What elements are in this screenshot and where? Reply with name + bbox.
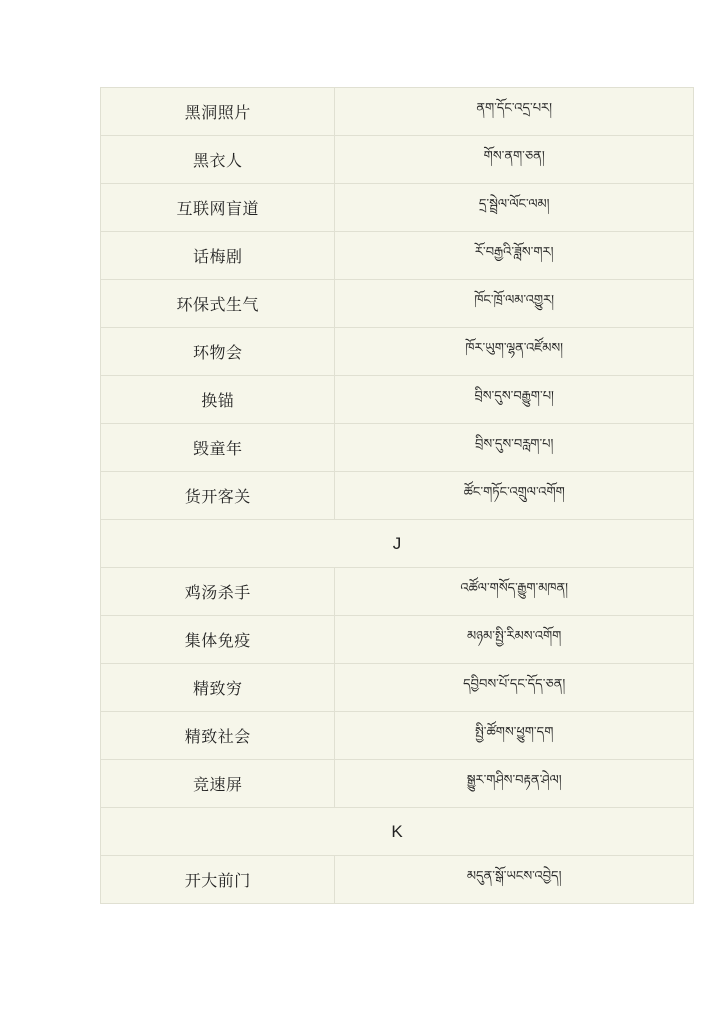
table-row <box>101 376 694 424</box>
table-row <box>101 664 694 712</box>
section-letter-row <box>101 808 694 856</box>
table-row <box>101 328 694 376</box>
glossary-body <box>101 88 694 904</box>
table-row <box>101 712 694 760</box>
chinese-term: 环物会 <box>101 328 335 376</box>
section-letter: K <box>101 808 694 856</box>
chinese-term: 黑衣人 <box>101 136 335 184</box>
chinese-term: 互联网盲道 <box>101 184 335 232</box>
chinese-term: 话梅剧 <box>101 232 335 280</box>
chinese-term: 换锚 <box>101 376 335 424</box>
section-letter-row <box>101 520 694 568</box>
table-row <box>101 88 694 136</box>
chinese-term: 竞速屏 <box>101 760 335 808</box>
tibetan-term: འཚོལ་གསོད་རྒྱུག་མཁན། <box>335 568 694 616</box>
table-row <box>101 136 694 184</box>
table-row <box>101 616 694 664</box>
tibetan-term: ཁོར་ཡུག་ལྷན་འཛོམས། <box>335 328 694 376</box>
tibetan-term: དྲ་སྦྲེལ་ལོང་ལམ། <box>335 184 694 232</box>
table-row <box>101 424 694 472</box>
table-row <box>101 184 694 232</box>
tibetan-term: དབྱིབས་པོ་དང་དོད་ཅན། <box>335 664 694 712</box>
chinese-term: 货开客关 <box>101 472 335 520</box>
tibetan-term: བྲིས་དུས་བརླག་པ། <box>335 424 694 472</box>
table-row <box>101 232 694 280</box>
tibetan-term: མཉམ་སྤྱི་རིམས་འགོག <box>335 616 694 664</box>
tibetan-term: ནག་དོང་འདྲ་པར། <box>335 88 694 136</box>
table-row <box>101 568 694 616</box>
tibetan-term: བྲིས་དུས་བརྒྱུག་པ། <box>335 376 694 424</box>
tibetan-term: སྤྱི་ཚོགས་ཕྱུག་དག <box>335 712 694 760</box>
tibetan-term: སྒྱུར་གཤིས་བརྟན་ཤེལ། <box>335 760 694 808</box>
chinese-term: 精致穷 <box>101 664 335 712</box>
table-row <box>101 280 694 328</box>
section-letter: J <box>101 520 694 568</box>
chinese-term: 精致社会 <box>101 712 335 760</box>
chinese-term: 黑洞照片 <box>101 88 335 136</box>
tibetan-term: མདུན་སྒོ་ཡངས་འབྱེད། <box>335 856 694 904</box>
chinese-term: 集体免疫 <box>101 616 335 664</box>
chinese-term: 开大前门 <box>101 856 335 904</box>
chinese-term: 毁童年 <box>101 424 335 472</box>
tibetan-term: ཁོང་ཁྲོ་ལམ་འགྱུར། <box>335 280 694 328</box>
tibetan-term: གོས་ནག་ཅན། <box>335 136 694 184</box>
table-row <box>101 856 694 904</box>
table-row <box>101 760 694 808</box>
tibetan-term: རོ་བརྒྱའི་ཟློས་གར། <box>335 232 694 280</box>
tibetan-term: ཚོང་གཏོང་འགྲུལ་འགོག <box>335 472 694 520</box>
chinese-term: 环保式生气 <box>101 280 335 328</box>
table-row <box>101 472 694 520</box>
chinese-term: 鸡汤杀手 <box>101 568 335 616</box>
glossary-table <box>100 87 694 904</box>
